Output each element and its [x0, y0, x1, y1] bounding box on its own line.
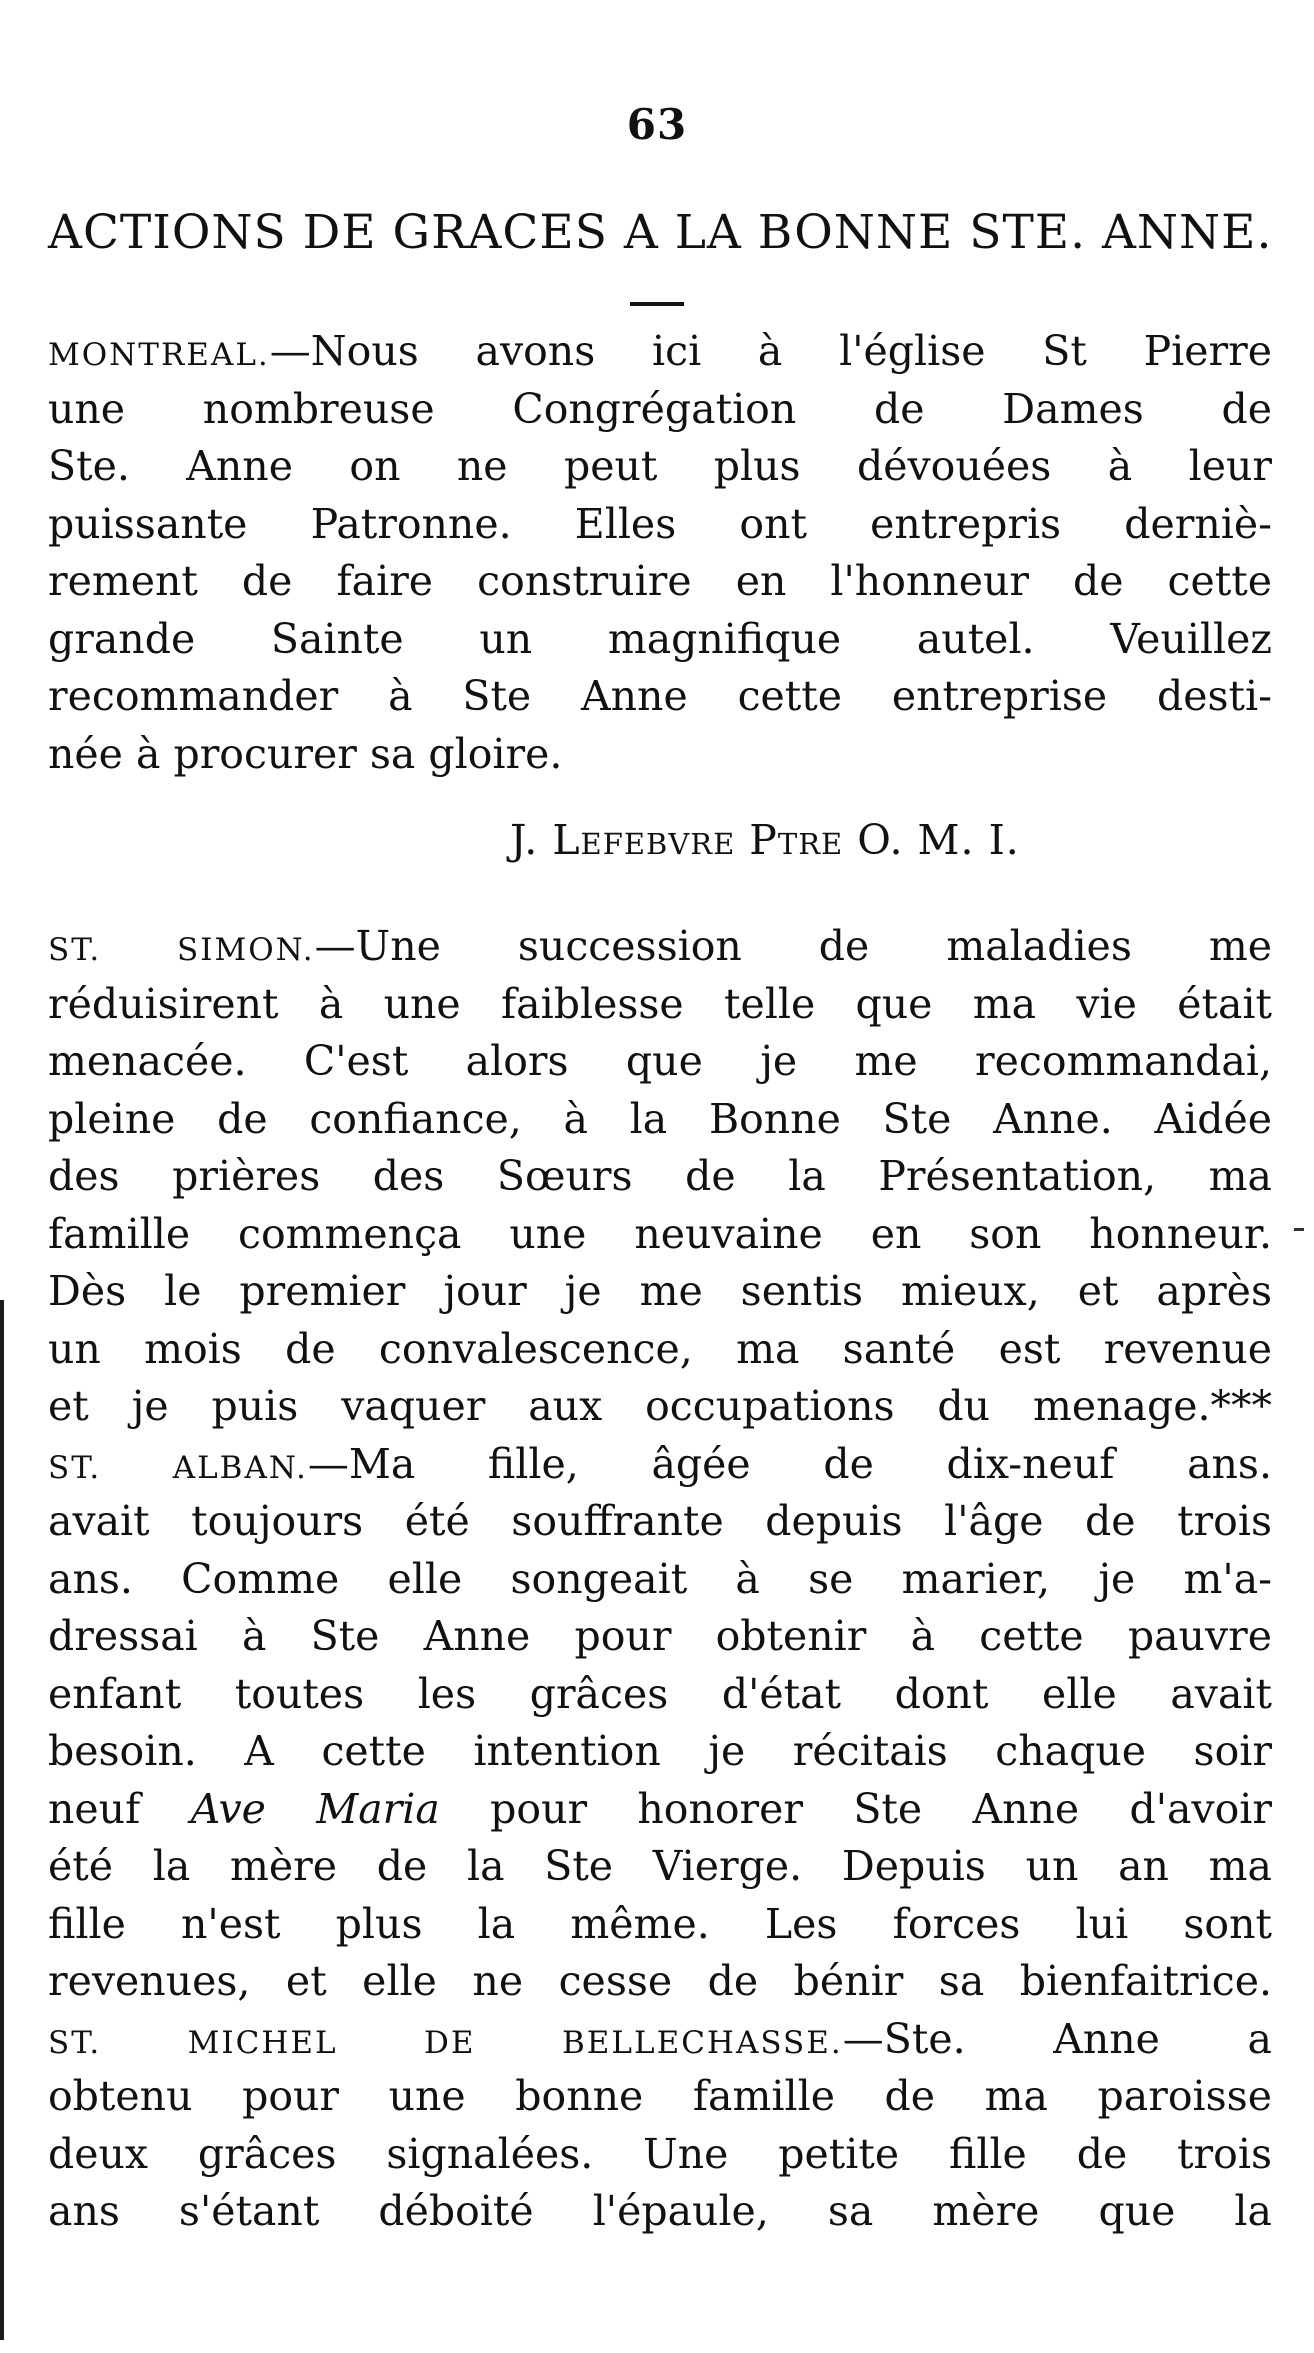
- text-line: ST. ALBAN.—Ma fille, âgée de dix-neuf ans.: [48, 1439, 1272, 1488]
- text-line: Ste. Anne on ne peut plus dévouées à leur: [48, 442, 1272, 490]
- text-line: famille commença une neuvaine en son honneur.: [48, 1209, 1272, 1258]
- text-line: des prières des Sœurs de la Présentation, ma: [48, 1152, 1272, 1200]
- entry-montreal: [48, 323, 1272, 783]
- text-line: avait toujours été souffrante depuis l'âge de trois: [48, 1497, 1272, 1545]
- text-line: et je puis vaquer aux occupations du menage.***: [48, 1382, 1272, 1430]
- entry-place: MONTREAL.: [48, 337, 270, 373]
- text-line: puissante Patronne. Elles ont entrepris derniè-: [48, 499, 1272, 548]
- text-line: pleine de confiance, à la Bonne Ste Anne. Aidée: [48, 1094, 1272, 1143]
- text-line: obtenu pour une bonne famille de ma paroisse: [48, 2072, 1272, 2120]
- text-line: deux grâces signalées. Une petite fille de trois: [48, 2129, 1272, 2178]
- text-line: recommander à Ste Anne cette entreprise desti-: [48, 672, 1272, 720]
- entries-block: [48, 918, 1272, 2241]
- text-line: une nombreuse Congrégation de Dames de: [48, 384, 1272, 433]
- text-line: ans s'étant déboité l'épaule, sa mère que la: [48, 2187, 1272, 2235]
- text-line: fille n'est plus la même. Les forces lui sont: [48, 1899, 1272, 1948]
- text-line: été la mère de la Ste Vierge. Depuis un an ma: [48, 1842, 1272, 1890]
- entry-place: ST. SIMON.: [48, 932, 315, 968]
- text-line: ST. SIMON.—Une succession de maladies me: [48, 922, 1272, 970]
- entry-signature: J. Lefebvre Ptre O. M. I.: [510, 816, 1020, 864]
- entry-place: ST. MICHEL DE BELLECHASSE.: [48, 2024, 843, 2061]
- text-line: MONTREAL.—Nous avons ici à l'église St Pierre: [48, 327, 1272, 375]
- page-heading: ACTIONS DE GRACES A LA BONNE STE. ANNE.: [48, 205, 1273, 260]
- text-line: besoin. A cette intention je récitais chaque soir: [48, 1727, 1272, 1775]
- left-margin-rule: [0, 1300, 4, 2340]
- text-line: réduisirent à une faiblesse telle que ma vie était: [48, 979, 1272, 1028]
- text-line: menacée. C'est alors que je me recommandai,: [48, 1037, 1272, 1085]
- entry-place: ST. ALBAN.: [48, 1449, 308, 1486]
- text-line: un mois de convalescence, ma santé est revenue: [48, 1324, 1272, 1373]
- text-line: revenues, et elle ne cesse de bénir sa bienfaitrice.: [48, 1957, 1272, 2005]
- text-line: neuf Ave Maria pour honorer Ste Anne d'avoir: [48, 1784, 1272, 1833]
- text-line: dressai à Ste Anne pour obtenir à cette pauvre: [48, 1612, 1272, 1660]
- text-line: grande Sainte un magnifique autel. Veuillez: [48, 614, 1272, 663]
- page-number: 63: [626, 100, 688, 149]
- heading-divider: [630, 302, 684, 306]
- text-line: enfant toutes les grâces d'état dont elle avait: [48, 1669, 1272, 1718]
- text-line: ST. MICHEL DE BELLECHASSE.—Ste. Anne a: [48, 2014, 1272, 2063]
- text-line: rement de faire construire en l'honneur de cette: [48, 557, 1272, 605]
- ave-maria-italic: Ave Maria: [190, 1784, 440, 1833]
- margin-mark: [1294, 1228, 1304, 1231]
- text-line: née à procurer sa gloire.: [48, 729, 563, 778]
- text-line: Dès le premier jour je me sentis mieux, et après: [48, 1267, 1272, 1315]
- text-line: ans. Comme elle songeait à se marier, je m'a-: [48, 1554, 1272, 1603]
